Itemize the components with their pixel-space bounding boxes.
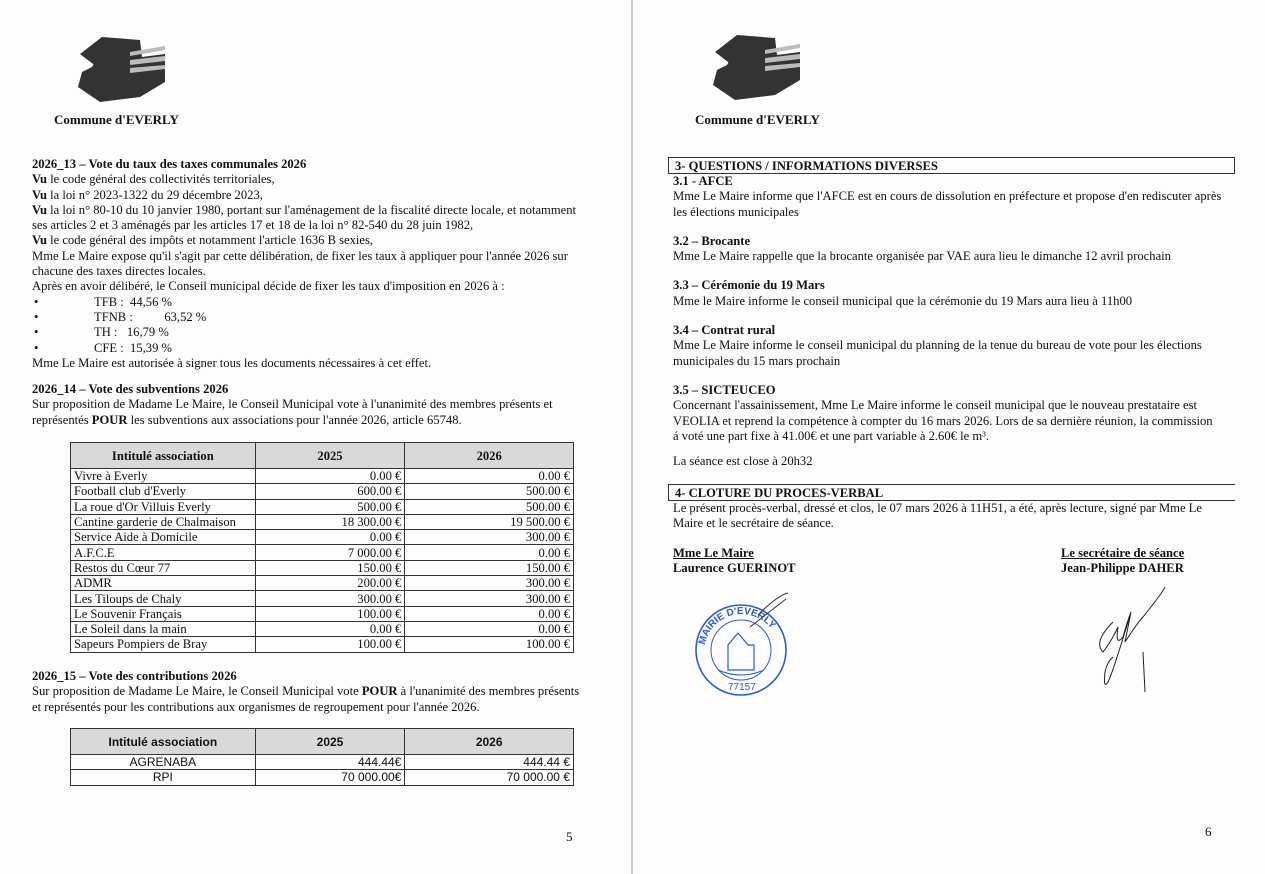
table-cell: 0.00 € — [255, 469, 405, 484]
paragraph-line: Mme Le Maire informe que l'AFCE est en cours de dissolution en préfecture et propose d'en rediscuter après — [673, 189, 1222, 204]
table-cell: 0.00 € — [405, 606, 574, 621]
table-cell: 300.00 € — [255, 591, 405, 606]
table-cell: 100.00 € — [405, 637, 574, 652]
table-cell: Vivre à Everly — [71, 469, 256, 484]
table-row — [71, 499, 574, 514]
section-2026-14 — [32, 382, 602, 428]
table-row — [71, 576, 574, 591]
contributions-table: Intitulé association 2025 2026 AGRENABA 444.44€ 444.44 € RPI 70 000.00€ 70 000.00 € — [70, 728, 574, 786]
info-item — [673, 323, 1243, 369]
table-cell: 150.00 € — [405, 560, 574, 575]
tax-rate-item: • CFE : 15,39 % — [34, 340, 173, 355]
item-title: 3.3 – Cérémonie du 19 Mars — [673, 278, 825, 293]
tax-rate-item: • TFNB : 63,52 % — [34, 309, 207, 324]
bullet-icon: • — [34, 294, 39, 309]
paragraph-line: chacune des taxes directes locales. — [32, 264, 206, 279]
commune-logo — [70, 32, 170, 102]
table-cell: 500.00 € — [255, 499, 405, 514]
table-cell: 100.00 € — [255, 606, 405, 621]
paragraph-line: les élections municipales — [673, 204, 799, 219]
secretary-signature — [1083, 582, 1183, 692]
commune-name: Commune d'EVERLY — [695, 112, 820, 127]
table-cell: RPI — [71, 770, 256, 785]
table-cell: 500.00 € — [405, 499, 574, 514]
page-number: 5 — [566, 829, 573, 844]
paragraph: représentés POUR les subventions aux associations pour l'année 2026, article 65748. — [32, 412, 462, 427]
table-row — [71, 770, 574, 785]
paragraph: et représentés pour les contributions aux organismes de regroupement pour l'année 2026. — [32, 699, 480, 714]
section-title: 2026_15 – Vote des contributions 2026 — [32, 669, 237, 683]
table-cell: 100.00 € — [255, 637, 405, 652]
paragraph-line: Vu la loi n° 80-10 du 10 janvier 1980, portant sur l'aménagement de la fiscalité directe locale, et notamment — [32, 202, 577, 217]
table-cell: 200.00 € — [255, 576, 405, 591]
paragraph-line: Mme Le Maire expose qu'il s'agit par cette délibération, de fixer les taux à appliquer pour l'année 2026 sur — [32, 248, 568, 263]
table-cell: 444.44€ — [255, 755, 405, 770]
commune-name: Commune d'EVERLY — [54, 112, 179, 127]
table-cell: Le Soleil dans la main — [71, 621, 256, 636]
table-cell: Service Aide à Domicile — [71, 530, 256, 545]
item-title: 3.4 – Contrat rural — [673, 323, 776, 338]
table-cell: 19 500.00 € — [405, 514, 574, 529]
subventions-table: Intitulé association 2025 2026 Vivre à Everly 0.00 € 0.00 € Football club d'Everly 600.00 € 500.00 € La roue d'Or Villuis Everly 500.00 € 500.00 € Cantine garderie de Chalmaison 18 300.00 € 19 500.00 € Service Aide à Domicile 0.00 € 300.00 € A.F.C.E 7 000.00 € 0.00 € Restos du Cœur 77 150.00 € 150.00 € ADMR 200.00 € 300.00 € Les Tiloups de Chaly 300.00 € 300.00 € Le Souvenir Français 100.00 € 0.00 € Le Soleil dans la main 0.00 € 0.00 € Sapeurs Pompiers de Bray 100.00 € 100.00 € — [70, 442, 574, 653]
table-cell: 0.00 € — [255, 530, 405, 545]
table-row — [71, 637, 574, 652]
bullet-icon: • — [34, 325, 39, 340]
table-cell: 18 300.00 € — [255, 514, 405, 529]
paragraph-line: Maire et le secrétaire de séance. — [673, 516, 834, 531]
table-cell: Le Souvenir Français — [71, 606, 256, 621]
paragraph: Sur proposition de Madame Le Maire, le Conseil Municipal vote à l'unanimité des membres présents et — [32, 397, 553, 412]
secretary-signature-block — [1061, 546, 1184, 577]
paragraph-line: Vu le code général des impôts et notamment l'article 1636 B sexies, — [32, 233, 374, 248]
paragraph-line: ses articles 2 et 3 aménagés par les articles 17 et 18 de la loi n° 82-540 du 28 juin 1982, — [32, 218, 474, 233]
table-cell: Sapeurs Pompiers de Bray — [71, 637, 256, 652]
session-close: La séance est close à 20h32 — [673, 454, 813, 468]
table-cell: La roue d'Or Villuis Everly — [71, 499, 256, 514]
table-cell: 600.00 € — [255, 484, 405, 499]
info-item — [673, 174, 1243, 220]
page-5 — [0, 0, 631, 874]
table-cell: 500.00 € — [405, 484, 574, 499]
table-row — [71, 530, 574, 545]
paragraph-line: municipales du 15 mars prochain — [673, 353, 841, 368]
paragraph-line: Le présent procès-verbal, dressé et clos, le 07 mars 2026 à 11H51, a été, après lecture, signé par Mme Le — [673, 501, 1202, 515]
table-row — [71, 591, 574, 606]
table-cell: Restos du Cœur 77 — [71, 560, 256, 575]
signatory-name: Jean-Philippe DAHER — [1061, 561, 1184, 576]
section-3-header: 3- QUESTIONS / INFORMATIONS DIVERSES — [668, 157, 1235, 174]
table-row — [71, 484, 574, 499]
section-4-header: 4- CLOTURE DU PROCES-VERBAL — [668, 484, 1235, 501]
item-title: 3.2 – Brocante — [673, 233, 751, 248]
mairie-stamp — [688, 585, 818, 710]
mayor-signature-block — [673, 546, 796, 577]
signatory-role: Mme Le Maire — [673, 546, 754, 560]
section-title: 2026_13 – Vote du taux des taxes communales 2026 — [32, 157, 307, 171]
item-title: 3.5 – SICTEUCEO — [673, 382, 776, 397]
table-row — [71, 469, 574, 484]
item-title: 3.1 - AFCE — [673, 174, 733, 188]
table-cell: Cantine garderie de Chalmaison — [71, 514, 256, 529]
table-cell: 300.00 € — [405, 530, 574, 545]
paragraph-line: Mme Le Maire rappelle que la brocante organisée par VAE aura lieu le dimanche 12 avril prochain — [673, 249, 1171, 264]
paragraph-line: Mme le Maire informe le conseil municipal que la cérémonie du 19 Mars aura lieu à 11h00 — [673, 293, 1133, 308]
table-cell: 444.44 € — [405, 755, 574, 770]
table-cell: 150.00 € — [255, 560, 405, 575]
closing-text: Mme Le Maire est autorisée à signer tous les documents nécessaires à cet effet. — [32, 355, 432, 370]
paragraph-line: á voté une part fixe à 41.00€ et une part variable à 2.60€ le m³. — [673, 428, 990, 443]
paragraph-line: Concernant l'assainissement, Mme Le Maire informe le conseil municipal que le nouveau prestataire est — [673, 398, 1198, 413]
bullet-icon: • — [34, 309, 39, 324]
page-number: 6 — [1205, 824, 1212, 839]
info-item — [673, 278, 1243, 309]
table-row — [71, 755, 574, 770]
bullet-icon: • — [34, 340, 39, 355]
svg-text:MAIRIE D'EVERLY: MAIRIE D'EVERLY — [697, 605, 778, 646]
commune-logo — [705, 30, 805, 100]
section-3 — [673, 174, 1243, 458]
table-cell: 70 000.00€ — [255, 770, 405, 785]
table-row — [71, 606, 574, 621]
table-row — [71, 545, 574, 560]
paragraph-line: Après en avoir délibéré, le Conseil municipal décide de fixer les taux d'imposition en 2026 à : — [32, 279, 505, 294]
section-4 — [673, 501, 1243, 532]
table-cell: 300.00 € — [405, 576, 574, 591]
table-cell: 70 000.00 € — [405, 770, 574, 785]
table-cell: 0.00 € — [405, 621, 574, 636]
table-cell: AGRENABA — [71, 755, 256, 770]
paragraph-line: Mme Le Maire informe le conseil municipal du planning de la tenue du bureau de vote pour les élections — [673, 338, 1202, 353]
tax-rate-item: • TH : 16,79 % — [34, 325, 169, 340]
tax-rate-item: • TFB : 44,56 % — [34, 294, 173, 309]
section-2026-15 — [32, 669, 602, 715]
paragraph-line: Vu le code général des collectivités territoriales, — [32, 172, 275, 187]
table-cell: Football club d'Everly — [71, 484, 256, 499]
table-cell: ADMR — [71, 576, 256, 591]
info-item — [673, 234, 1243, 265]
table-row — [71, 621, 574, 636]
table-row — [71, 514, 574, 529]
table-cell: 0.00 € — [405, 469, 574, 484]
table-cell: 7 000.00 € — [255, 545, 405, 560]
table-cell: Les Tiloups de Chaly — [71, 591, 256, 606]
section-2026-13 — [32, 157, 602, 371]
table-cell: 0.00 € — [405, 545, 574, 560]
page-6 — [633, 0, 1265, 874]
paragraph-line: VEOLIA et reprend la compétence à compter du 16 mars 2026. Lors de sa dernière réunion, la commission — [673, 413, 1213, 428]
table-row — [71, 560, 574, 575]
signatory-role: Le secrétaire de séance — [1061, 546, 1185, 560]
signatory-name: Laurence GUERINOT — [673, 561, 796, 576]
table-cell: 0.00 € — [255, 621, 405, 636]
paragraph-line: Vu la loi n° 2023-1322 du 29 décembre 2023, — [32, 187, 263, 202]
table-cell: 300.00 € — [405, 591, 574, 606]
info-item — [673, 383, 1243, 444]
stamp-code: 77157 — [728, 682, 756, 693]
section-title: 2026_14 – Vote des subventions 2026 — [32, 382, 229, 396]
table-cell: A.F.C.E — [71, 545, 256, 560]
paragraph: Sur proposition de Madame Le Maire, le Conseil Municipal vote POUR à l'unanimité des membres présents — [32, 684, 580, 699]
